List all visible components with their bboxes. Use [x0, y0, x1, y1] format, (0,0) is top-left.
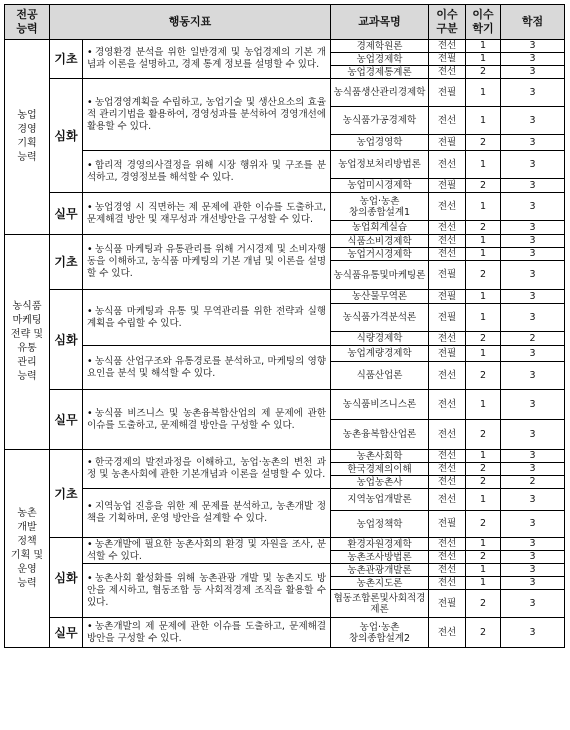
table-row	[5, 618, 565, 648]
indicator-text: 경영환경 분석을 위한 일반경제 및 농업경제의 기본 개념과 이론을 설명하고, 경제 통계 정보를 설명할 수 있다.	[87, 47, 327, 70]
bullet-icon: •	[87, 457, 93, 468]
course-category: 전필	[429, 511, 466, 538]
course-category: 전선	[429, 235, 466, 248]
course-category: 전필	[429, 261, 466, 290]
course-name: 농업·농촌 창의종합설계1	[331, 193, 429, 221]
course-credit: 3	[501, 346, 565, 362]
indicator-text: 농식품 마케팅과 유통 및 무역관리를 위한 전략과 실행계획을 수립할 수 있다.	[87, 305, 327, 329]
table-row	[5, 193, 565, 221]
course-category: 전선	[429, 390, 466, 420]
table-row	[5, 40, 565, 53]
course-category: 전선	[429, 489, 466, 511]
course-credit: 3	[501, 221, 565, 235]
course-name: 식품산업론	[331, 362, 429, 390]
course-semester: 1	[466, 564, 501, 577]
course-credit: 3	[501, 193, 565, 221]
indicator-text: 농식품 마케팅과 유통관리를 위해 거시경제 및 소비자행동을 이해하고, 농식품 마케팅의 기본 개념 및 이론을 설명할 수 있다.	[87, 244, 327, 279]
course-name: 농업경제학	[331, 53, 429, 66]
indicator-cell	[83, 618, 331, 648]
course-name: 농업회계실습	[331, 221, 429, 235]
course-credit: 3	[501, 135, 565, 151]
course-credit: 3	[501, 511, 565, 538]
course-semester: 1	[466, 346, 501, 362]
course-credit: 3	[501, 151, 565, 179]
course-semester: 1	[466, 235, 501, 248]
level-cell: 심화	[50, 79, 83, 193]
bullet-icon: •	[87, 501, 93, 512]
course-semester: 2	[466, 463, 501, 476]
indicator-cell	[83, 489, 331, 538]
course-credit: 3	[501, 450, 565, 463]
course-category: 전필	[429, 135, 466, 151]
table-body	[5, 40, 565, 648]
level-cell: 기초	[50, 235, 83, 290]
bullet-icon: •	[87, 538, 93, 550]
course-category: 전필	[429, 304, 466, 332]
course-category: 전필	[429, 590, 466, 618]
table-row	[5, 390, 565, 420]
course-credit: 3	[501, 53, 565, 66]
indicator-cell	[83, 40, 331, 79]
course-category: 전선	[429, 66, 466, 79]
course-credit: 3	[501, 618, 565, 648]
course-credit: 3	[501, 304, 565, 332]
course-semester: 2	[466, 135, 501, 151]
course-category: 전선	[429, 107, 466, 135]
bullet-icon: •	[87, 305, 93, 317]
course-credit: 3	[501, 489, 565, 511]
course-semester: 2	[466, 362, 501, 390]
course-credit: 3	[501, 362, 565, 390]
course-category: 전필	[429, 53, 466, 66]
indicator-cell	[83, 290, 331, 346]
course-credit: 3	[501, 420, 565, 450]
course-name: 식량경제학	[331, 332, 429, 346]
indicator-text: 농식품 비즈니스 및 농촌융복합산업의 제 문제에 관한 이슈를 도출하고, 문제해결 방안을 구성할 수 있다.	[87, 407, 327, 431]
header-indicator: 행동지표	[50, 5, 331, 40]
course-category: 전선	[429, 618, 466, 648]
course-name: 농촌사회학	[331, 450, 429, 463]
course-category: 전선	[429, 332, 466, 346]
course-name: 농식품비즈니스론	[331, 390, 429, 420]
course-semester: 2	[466, 551, 501, 564]
course-name: 농산물무역론	[331, 290, 429, 304]
course-name: 한국경제의이해	[331, 463, 429, 476]
course-semester: 1	[466, 151, 501, 179]
course-semester: 2	[466, 476, 501, 489]
course-category: 전선	[429, 577, 466, 590]
course-category: 전선	[429, 40, 466, 53]
table-row	[5, 235, 565, 248]
course-name: 농식품가공경제학	[331, 107, 429, 135]
course-semester: 2	[466, 261, 501, 290]
course-name: 환경자원경제학	[331, 538, 429, 551]
course-semester: 1	[466, 40, 501, 53]
course-category: 전필	[429, 290, 466, 304]
course-credit: 3	[501, 107, 565, 135]
course-semester: 1	[466, 53, 501, 66]
course-credit: 2	[501, 332, 565, 346]
course-credit: 3	[501, 79, 565, 107]
course-semester: 2	[466, 618, 501, 648]
table-row	[5, 538, 565, 551]
indicator-cell	[83, 151, 331, 193]
curriculum-table	[4, 4, 565, 648]
indicator-cell	[83, 564, 331, 618]
header-credit: 학점	[501, 5, 565, 40]
header-row	[5, 5, 565, 40]
indicator-text: 농촌사회 활성화를 위해 농촌관광 개발 및 농촌지도 방안을 제시하고, 협동조합 등 사회적경제 조직을 활용할 수 있다.	[87, 572, 327, 608]
indicator-text: 한국경제의 발전과정을 이해하고, 농업·농촌의 변천 과정 및 농촌사회에 관한 기본개념과 이론을 설명할 수 있다.	[87, 457, 327, 480]
course-semester: 2	[466, 420, 501, 450]
course-credit: 2	[501, 476, 565, 489]
course-name: 지역농업개발론	[331, 489, 429, 511]
table-row	[5, 79, 565, 107]
indicator-cell	[83, 346, 331, 390]
course-category: 전선	[429, 420, 466, 450]
course-name: 농촌관광개발론	[331, 564, 429, 577]
course-category: 전필	[429, 179, 466, 193]
course-name: 식품소비경제학	[331, 235, 429, 248]
table-row	[5, 346, 565, 362]
bullet-icon: •	[87, 159, 93, 171]
course-credit: 3	[501, 564, 565, 577]
course-credit: 3	[501, 551, 565, 564]
indicator-cell	[83, 390, 331, 450]
indicator-text: 농업경영 시 직면하는 제 문제에 관한 이슈를 도출하고, 문제해결 방안 및 재무성과 개선방안을 구성할 수 있다.	[87, 201, 327, 225]
table-row	[5, 564, 565, 577]
bullet-icon: •	[87, 355, 93, 367]
course-semester: 2	[466, 221, 501, 235]
header-competency: 전공 능력	[5, 5, 50, 40]
course-name: 농업거시경제학	[331, 248, 429, 261]
course-name: 농촌조사방법론	[331, 551, 429, 564]
bullet-icon: •	[87, 620, 93, 632]
course-name: 농촌융복합산업론	[331, 420, 429, 450]
course-name: 농업농촌사	[331, 476, 429, 489]
course-semester: 1	[466, 107, 501, 135]
course-category: 전필	[429, 79, 466, 107]
course-name: 농업계량경제학	[331, 346, 429, 362]
course-credit: 3	[501, 538, 565, 551]
table-row	[5, 290, 565, 304]
course-name: 농업정책학	[331, 511, 429, 538]
bullet-icon: •	[87, 201, 93, 213]
competency-cell: 농업 경영 기획 능력	[5, 40, 50, 235]
bullet-icon: •	[87, 572, 93, 584]
course-semester: 2	[466, 66, 501, 79]
course-semester: 1	[466, 248, 501, 261]
level-cell: 실무	[50, 193, 83, 235]
course-credit: 3	[501, 463, 565, 476]
course-name: 농업정보처리방법론	[331, 151, 429, 179]
level-cell: 기초	[50, 450, 83, 538]
bullet-icon: •	[87, 47, 93, 58]
course-semester: 1	[466, 538, 501, 551]
course-category: 전선	[429, 476, 466, 489]
course-semester: 2	[466, 179, 501, 193]
indicator-text: 농촌개발의 제 문제에 관한 이슈를 도출하고, 문제해결 방안을 구성할 수 있다.	[87, 620, 327, 644]
course-credit: 3	[501, 179, 565, 193]
course-category: 전필	[429, 346, 466, 362]
course-credit: 3	[501, 261, 565, 290]
course-category: 전선	[429, 463, 466, 476]
table-row	[5, 151, 565, 179]
course-name: 농업경제통계론	[331, 66, 429, 79]
course-semester: 1	[466, 304, 501, 332]
course-credit: 3	[501, 390, 565, 420]
course-category: 전선	[429, 362, 466, 390]
course-category: 전선	[429, 221, 466, 235]
course-semester: 2	[466, 332, 501, 346]
course-name: 농촌지도론	[331, 577, 429, 590]
header-semester: 이수 학기	[466, 5, 501, 40]
level-cell: 실무	[50, 618, 83, 648]
course-semester: 2	[466, 590, 501, 618]
curriculum-table-wrapper	[4, 4, 565, 648]
course-category: 전선	[429, 538, 466, 551]
competency-cell: 농식품 마케팅 전략 및 유통 관리 능력	[5, 235, 50, 450]
course-name: 농업미시경제학	[331, 179, 429, 193]
course-category: 전선	[429, 151, 466, 179]
course-credit: 3	[501, 235, 565, 248]
course-name: 농식품유통및마케팅론	[331, 261, 429, 290]
course-category: 전선	[429, 193, 466, 221]
indicator-text: 합리적 경영의사결정을 위해 시장 행위자 및 구조를 분석하고, 경영정보를 해석할 수 있다.	[87, 159, 327, 183]
level-cell: 심화	[50, 538, 83, 618]
header-course: 교과목명	[331, 5, 429, 40]
course-semester: 1	[466, 290, 501, 304]
course-semester: 1	[466, 390, 501, 420]
course-category: 전선	[429, 248, 466, 261]
indicator-cell	[83, 79, 331, 151]
course-name: 농식품가격분석론	[331, 304, 429, 332]
competency-cell: 농촌 개발 정책 기획 및 운영 능력	[5, 450, 50, 648]
course-name: 농업·농촌 창의종합설계2	[331, 618, 429, 648]
course-category: 전선	[429, 551, 466, 564]
indicator-cell	[83, 193, 331, 235]
indicator-cell	[83, 235, 331, 290]
course-semester: 1	[466, 489, 501, 511]
course-name: 협동조합론및사회적경제론	[331, 590, 429, 618]
course-credit: 3	[501, 577, 565, 590]
indicator-text: 농업경영계획을 수립하고, 농업기술 및 생산요소의 효율적 관리기법을 활용하여, 경영성과를 분석하여 경영개선에 활용할 수 있다.	[87, 96, 327, 132]
course-credit: 3	[501, 290, 565, 304]
indicator-text: 지역농업 진흥을 위한 제 문제를 분석하고, 농촌개발 정책을 기획하며, 운영 방안을 설계할 수 있다.	[87, 501, 327, 524]
course-semester: 1	[466, 450, 501, 463]
course-credit: 3	[501, 40, 565, 53]
course-category: 전선	[429, 450, 466, 463]
course-semester: 2	[466, 511, 501, 538]
indicator-cell	[83, 538, 331, 564]
indicator-text: 농촌개발에 필요한 농촌사회의 환경 및 자원을 조사, 분석할 수 있다.	[87, 538, 327, 562]
indicator-cell	[83, 450, 331, 489]
level-cell: 실무	[50, 390, 83, 450]
course-name: 농업경영학	[331, 135, 429, 151]
course-credit: 3	[501, 66, 565, 79]
bullet-icon: •	[87, 244, 93, 255]
course-name: 농식품생산관리경제학	[331, 79, 429, 107]
course-name: 경제학원론	[331, 40, 429, 53]
course-credit: 3	[501, 248, 565, 261]
bullet-icon: •	[87, 407, 93, 419]
course-semester: 1	[466, 577, 501, 590]
table-row	[5, 489, 565, 511]
course-semester: 1	[466, 79, 501, 107]
level-cell: 심화	[50, 290, 83, 390]
indicator-text: 농식품 산업구조와 유통경로를 분석하고, 마케팅의 영향 요인을 분석 및 해석할 수 있다.	[87, 355, 327, 379]
table-row	[5, 450, 565, 463]
course-category: 전선	[429, 564, 466, 577]
course-credit: 3	[501, 590, 565, 618]
bullet-icon: •	[87, 96, 93, 108]
level-cell: 기초	[50, 40, 83, 79]
header-category: 이수 구분	[429, 5, 466, 40]
course-semester: 1	[466, 193, 501, 221]
